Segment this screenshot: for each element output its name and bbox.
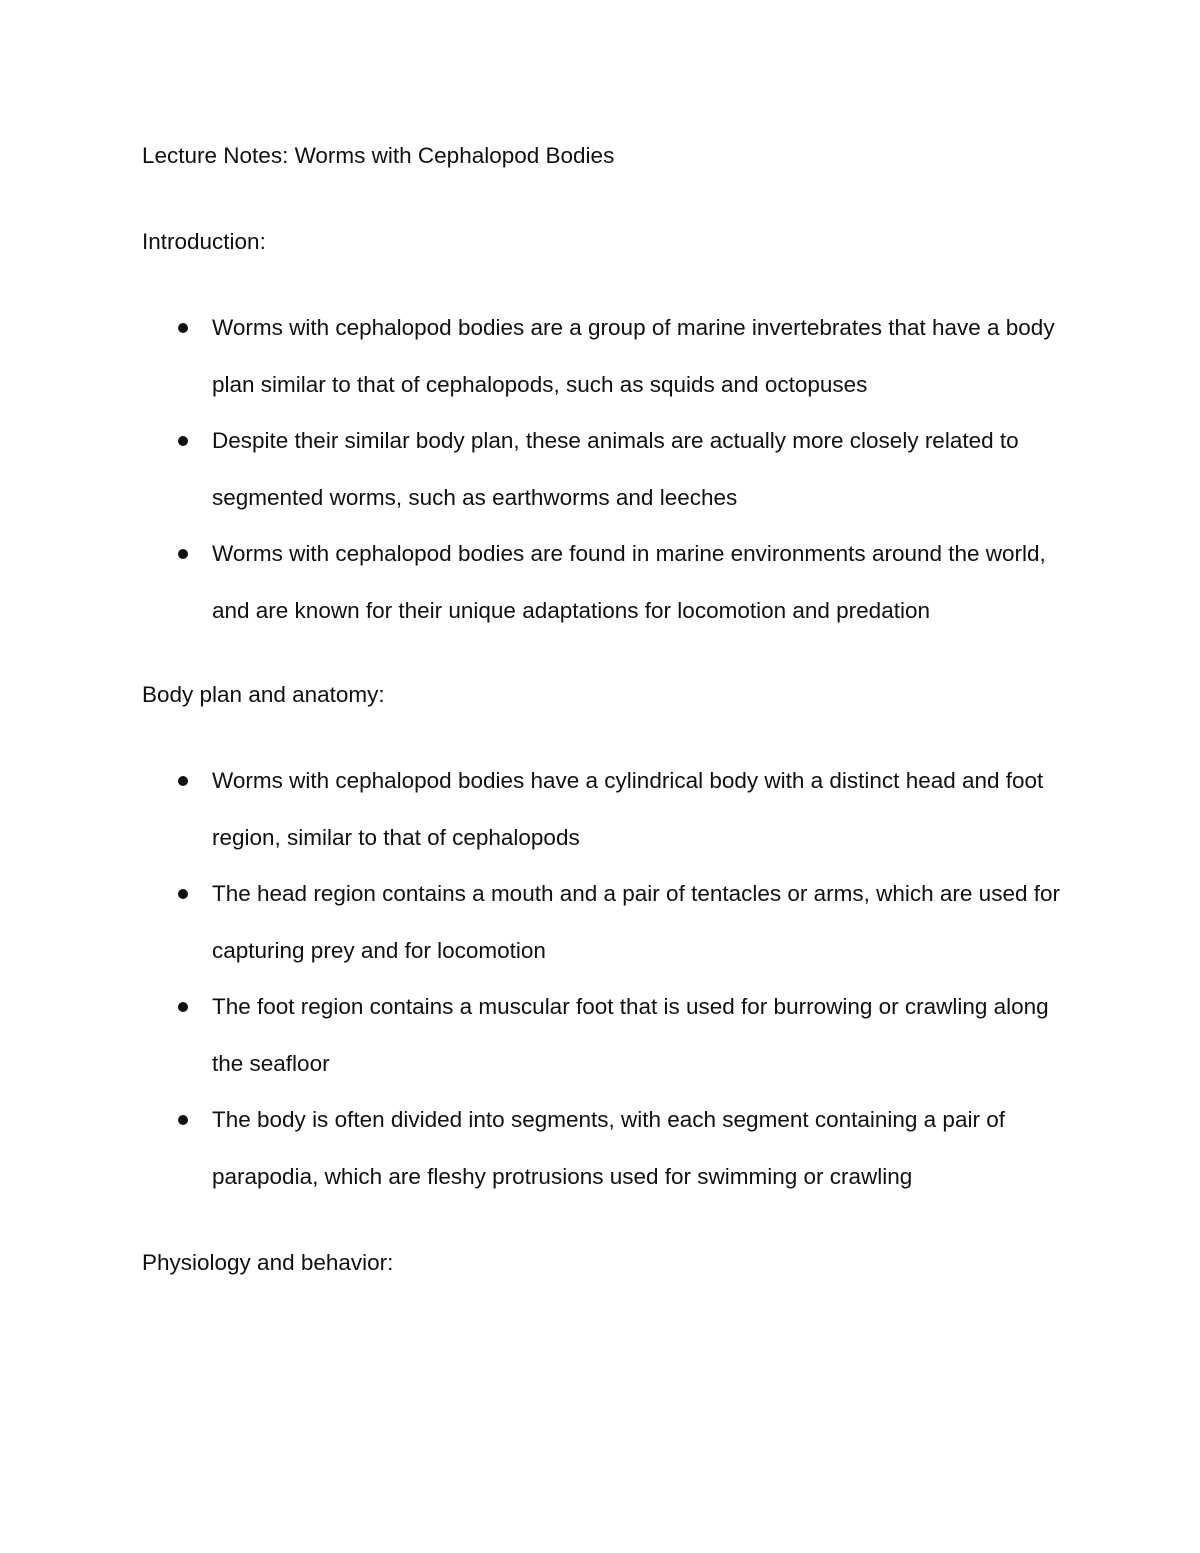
bullet-icon — [178, 1115, 188, 1125]
bullet-icon — [178, 436, 188, 446]
bullet-icon — [178, 549, 188, 559]
bullet-icon — [178, 323, 188, 333]
list-item — [0, 300, 1082, 413]
bullet-icon — [178, 1002, 188, 1012]
section-heading-physiology: Physiology and behavior: — [142, 1250, 394, 1275]
section-heading-introduction: Introduction: — [142, 229, 266, 254]
list-item — [0, 979, 1082, 1092]
list-item-text: Worms with cephalopod bodies are found in marine environments around the world, and are known for their unique adaptations for locomotion and predation — [212, 541, 1046, 623]
list-item — [0, 526, 1082, 639]
list-item — [0, 866, 1082, 979]
list-item — [0, 413, 1082, 526]
list-item-text: The foot region contains a muscular foot that is used for burrowing or crawling along the seafloor — [212, 994, 1049, 1076]
bullet-icon — [178, 889, 188, 899]
list-item-text: The body is often divided into segments, with each segment containing a pair of parapodia, which are fleshy protrusions used for swimming or crawling — [212, 1107, 1005, 1189]
list-item-text: Worms with cephalopod bodies have a cylindrical body with a distinct head and foot region, similar to that of cephalopods — [212, 768, 1044, 850]
introduction-list — [0, 300, 1200, 639]
bullet-icon — [178, 776, 188, 786]
body-plan-list — [0, 753, 1200, 1205]
list-item-text: The head region contains a mouth and a pair of tentacles or arms, which are used for capturing prey and for locomotion — [212, 881, 1060, 963]
section-heading-body-plan: Body plan and anatomy: — [142, 682, 385, 707]
list-item — [0, 753, 1082, 866]
list-item-text: Despite their similar body plan, these animals are actually more closely related to segmented worms, such as earthworms and leeches — [212, 428, 1019, 510]
list-item — [0, 1092, 1082, 1205]
document-title: Lecture Notes: Worms with Cephalopod Bodies — [142, 143, 615, 168]
list-item-text: Worms with cephalopod bodies are a group of marine invertebrates that have a body plan similar to that of cephalopods, such as squids and octopuses — [212, 315, 1055, 397]
